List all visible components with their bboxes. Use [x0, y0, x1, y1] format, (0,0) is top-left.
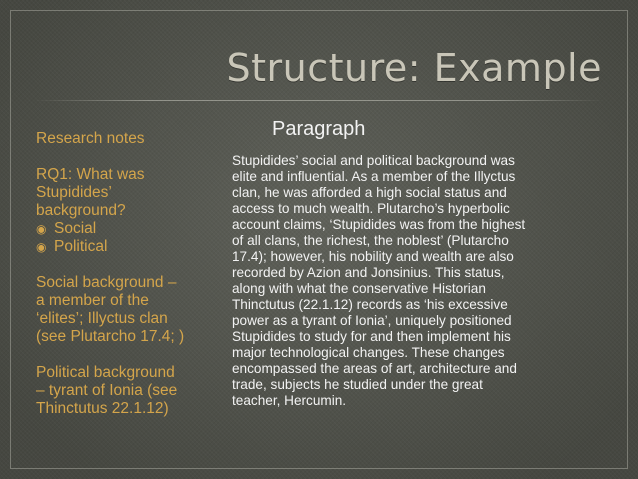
paragraph-line: Stupidides’ social and political background was: [232, 153, 515, 168]
note-line: (see Plutarcho 17.4; ): [36, 328, 185, 345]
paragraph-line: of all clans, the richest, the noblest’ (Plutarcho: [232, 233, 509, 248]
paragraph-line: access to much wealth. Plutarcho’s hyperbolic: [232, 201, 510, 216]
paragraph-line: recorded by Azion and Jonsinius. This status,: [232, 265, 505, 280]
question-line: RQ1: What was: [36, 166, 145, 183]
note-line: Political background: [36, 364, 175, 381]
research-notes-heading: Research notes: [36, 130, 145, 147]
paragraph-line: major technological changes. These changes: [232, 345, 505, 360]
paragraph-line: elite and influential. As a member of the Illyctus: [232, 169, 516, 184]
paragraph-column: [232, 118, 602, 409]
paragraph-line: teacher, Hercumin.: [232, 393, 347, 408]
note-line: a member of the: [36, 292, 149, 309]
research-question-block: [36, 166, 226, 256]
note-line: Thinctutus 22.1.12): [36, 400, 169, 417]
title-divider: [34, 100, 604, 101]
bullet-circle-icon: ◉: [36, 222, 47, 236]
research-notes-heading-block: [36, 130, 226, 148]
question-line: Stupidides’: [36, 184, 112, 201]
slide-title: Structure: Example: [226, 46, 602, 90]
note-line: – tyrant of Ionia (see: [36, 382, 178, 399]
paragraph-heading: Paragraph: [272, 118, 366, 140]
political-background-note: [36, 364, 226, 418]
social-background-note: [36, 274, 226, 346]
research-notes-column: [36, 130, 226, 436]
bullet-circle-icon: ◉: [36, 240, 47, 254]
bullet-item-social: [36, 220, 226, 238]
paragraph-line: along with what the conservative Historian: [232, 281, 486, 296]
paragraph-body: [232, 153, 602, 409]
bullet-label: Social: [54, 220, 97, 237]
note-line: ‘elites’; Illyctus clan: [36, 310, 168, 327]
question-line: background?: [36, 202, 126, 219]
paragraph-line: power as a tyrant of Ionia’, uniquely positioned: [232, 313, 512, 328]
paragraph-line: Thinctutus (22.1.12) records as ‘his excessive: [232, 297, 508, 312]
paragraph-line: 17.4); however, his nobility and wealth are also: [232, 249, 514, 264]
paragraph-line: encompassed the areas of art, architecture and: [232, 361, 517, 376]
note-line: Social background –: [36, 274, 177, 291]
paragraph-line: clan, he was afforded a high social status and: [232, 185, 507, 200]
paragraph-line: trade, subjects he studied under the great: [232, 377, 483, 392]
paragraph-line: Stupidides to study for and then implement his: [232, 329, 511, 344]
bullet-item-political: [36, 238, 226, 256]
paragraph-line: account claims, ‘Stupidides was from the highest: [232, 217, 526, 232]
bullet-label: Political: [54, 238, 108, 255]
